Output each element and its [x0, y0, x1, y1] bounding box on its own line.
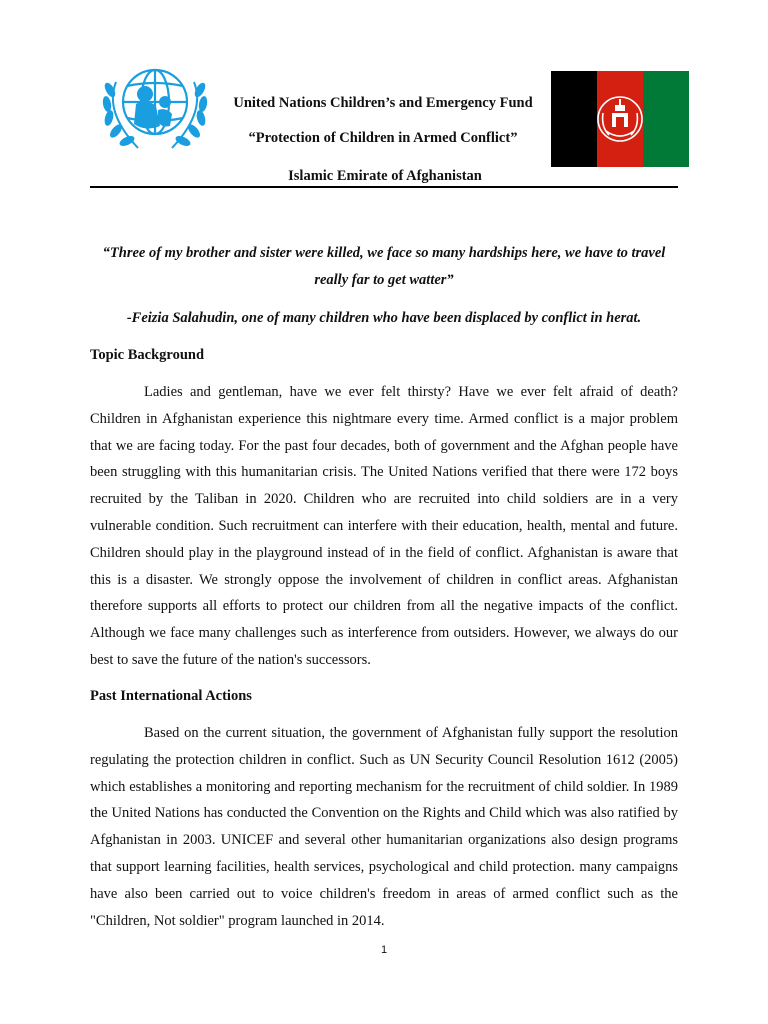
paragraph-past-international-actions: Based on the current situation, the government of Afghanistan fully support the resolution regulating the protection children in conflict. Such as UN Security Council Resolution 1612 (2005) which establishes a monitoring and reporting mechanism for the recruitment of child soldier. In 1989 the United Nations has conducted the Convention on the Rights and Child which was also ratified by Afghanistan in 2003. UNICEF and several other humanitarian organizations also design programs that support learning facilities, health services, psychological and child protection. many campaigns have also been carried out to voice children's freedom in areas of armed conflict such as the "Children, Not soldier" program launched in 2014.	[90, 725, 678, 929]
page-number: 1	[380, 944, 388, 956]
organization-name: United Nations Children’s and Emergency Fund	[233, 95, 533, 111]
afghanistan-flag-icon	[551, 71, 689, 167]
opening-quote: “Three of my brother and sister were killed, we face so many hardships here, we have to travel really far to get watter”	[102, 245, 666, 288]
section-heading-past-international-actions: Past International Actions	[90, 688, 252, 704]
quote-attribution: -Feizia Salahudin, one of many children who have been displaced by conflict in herat.	[126, 310, 642, 326]
paragraph-topic-background: Ladies and gentleman, have we ever felt thirsty? Have we ever felt afraid of death? Children in Afghanistan experience this nightmare every time. Armed conflict is a major problem that we are facing today. For the past four decades, both of government and the Afghan people have been struggling with this humanitarian crisis. The United Nations verified that there were 172 boys recruited by the Taliban in 2020. Children who are recruited into child soldiers are in a very vulnerable condition. Such recruitment can interfere with their education, health, mental and future. Children should play in the playground instead of in the field of conflict. Afghanistan is aware that this is a disaster. We strongly oppose the involvement of children in conflict areas. Afghanistan therefore supports all efforts to protect our children from all the negative impacts of the conflict. Although we face many challenges such as interference from outsiders. However, we always do our best to save the future of the nation's successors.	[90, 384, 678, 668]
unicef-logo-icon	[96, 52, 214, 160]
committee-topic: “Protection of Children in Armed Conflict”	[248, 130, 518, 146]
section-heading-topic-background: Topic Background	[90, 347, 205, 363]
country-name: Islamic Emirate of Afghanistan	[288, 168, 482, 184]
header-divider	[90, 186, 678, 188]
